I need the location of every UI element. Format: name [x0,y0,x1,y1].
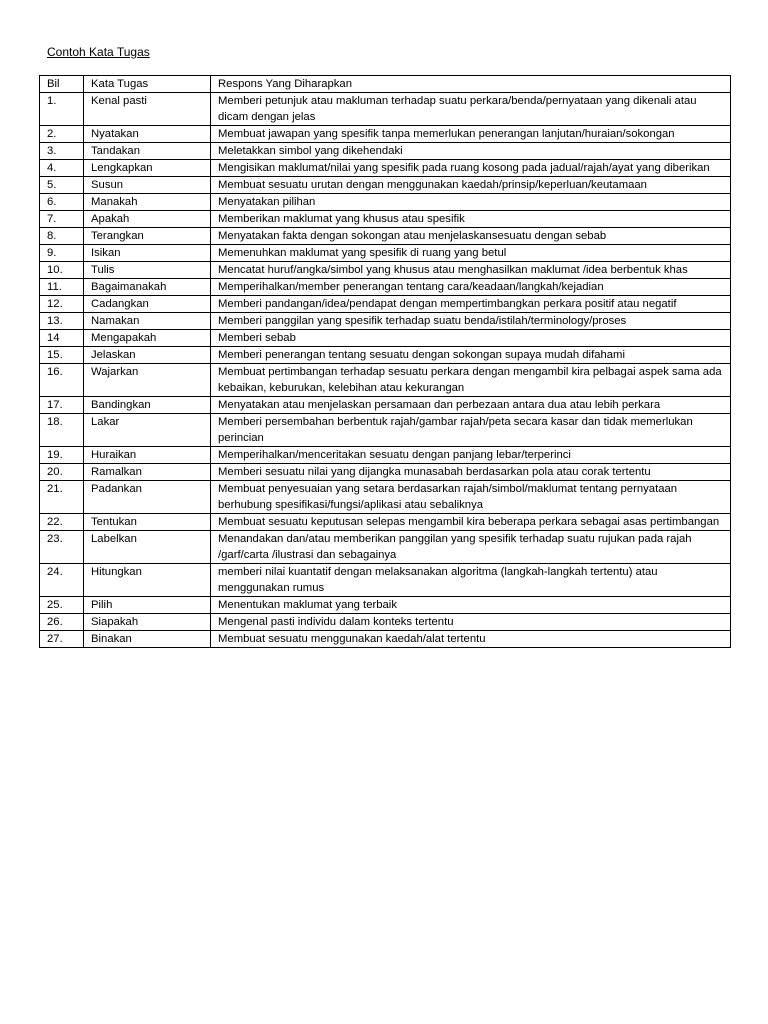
row-bil: 6. [40,194,84,211]
row-respons: Memberikan maklumat yang khusus atau spesifik [211,211,731,228]
row-kata-tugas: Jelaskan [84,347,211,364]
row-bil: 15. [40,347,84,364]
header-respons: Respons Yang Diharapkan [211,76,731,93]
table-row [40,564,731,597]
row-kata-tugas: Kenal pasti [84,93,211,126]
row-kata-tugas: Susun [84,177,211,194]
table-row [40,126,731,143]
row-bil: 4. [40,160,84,177]
row-respons: Membuat jawapan yang spesifik tanpa memerlukan penerangan lanjutan/huraian/sokongan [211,126,731,143]
kata-tugas-table [39,75,731,648]
table-row [40,347,731,364]
row-respons: Memberi petunjuk atau makluman terhadap suatu perkara/benda/pernyataan yang dikenali atau dicam dengan jelas [211,93,731,126]
table-row [40,177,731,194]
table-row [40,414,731,447]
row-respons: Membuat sesuatu urutan dengan menggunakan kaedah/prinsip/keperluan/keutamaan [211,177,731,194]
row-respons: Menandakan dan/atau memberikan panggilan yang spesifik terhadap suatu rujukan pada rajah /garf/carta /ilustrasi dan sebagainya [211,531,731,564]
row-bil: 22. [40,514,84,531]
table-row [40,364,731,397]
row-bil: 2. [40,126,84,143]
row-bil: 25. [40,597,84,614]
row-bil: 20. [40,464,84,481]
row-bil: 5. [40,177,84,194]
row-respons: memberi nilai kuantatif dengan melaksanakan algoritma (langkah-langkah tertentu) atau menggunakan rumus [211,564,731,597]
row-respons: Membuat penyesuaian yang setara berdasarkan rajah/simbol/maklumat tentang pernyataan berhubung spesifikasi/fungsi/aplikasi atau sebaliknya [211,481,731,514]
row-kata-tugas: Siapakah [84,614,211,631]
row-respons: Menyatakan atau menjelaskan persamaan dan perbezaan antara dua atau lebih perkara [211,397,731,414]
row-bil: 14 [40,330,84,347]
row-bil: 13. [40,313,84,330]
row-bil: 16. [40,364,84,397]
table-row [40,464,731,481]
row-kata-tugas: Pilih [84,597,211,614]
row-bil: 27. [40,631,84,648]
row-respons: Memberi panggilan yang spesifik terhadap suatu benda/istilah/terminology/proses [211,313,731,330]
row-kata-tugas: Labelkan [84,531,211,564]
table-row [40,228,731,245]
row-kata-tugas: Lakar [84,414,211,447]
row-kata-tugas: Lengkapkan [84,160,211,177]
row-respons: Mengisikan maklumat/nilai yang spesifik pada ruang kosong pada jadual/rajah/ayat yang diberikan [211,160,731,177]
table-row [40,194,731,211]
row-respons: Menyatakan fakta dengan sokongan atau menjelaskansesuatu dengan sebab [211,228,731,245]
header-kata-tugas: Kata Tugas [84,76,211,93]
row-respons: Mengenal pasti individu dalam konteks tertentu [211,614,731,631]
table-row [40,93,731,126]
row-respons: Memberi sesuatu nilai yang dijangka munasabah berdasarkan pola atau corak tertentu [211,464,731,481]
row-kata-tugas: Manakah [84,194,211,211]
row-kata-tugas: Huraikan [84,447,211,464]
row-respons: Memperihalkan/member penerangan tentang cara/keadaan/langkah/kejadian [211,279,731,296]
row-respons: Mencatat huruf/angka/simbol yang khusus atau menghasilkan maklumat /idea berbentuk khas [211,262,731,279]
row-kata-tugas: Bagaimanakah [84,279,211,296]
row-bil: 18. [40,414,84,447]
table-row [40,481,731,514]
row-kata-tugas: Namakan [84,313,211,330]
row-bil: 10. [40,262,84,279]
row-bil: 8. [40,228,84,245]
row-bil: 9. [40,245,84,262]
table-row [40,397,731,414]
table-row [40,160,731,177]
row-respons: Membuat sesuatu keputusan selepas mengambil kira beberapa perkara sebagai asas pertimbangan [211,514,731,531]
row-kata-tugas: Nyatakan [84,126,211,143]
row-respons: Memberi persembahan berbentuk rajah/gambar rajah/peta secara kasar dan tidak memerlukan perincian [211,414,731,447]
table-header-row [40,76,731,93]
row-bil: 26. [40,614,84,631]
table-row [40,447,731,464]
row-bil: 19. [40,447,84,464]
table-row [40,330,731,347]
row-bil: 3. [40,143,84,160]
row-respons: Membuat sesuatu menggunakan kaedah/alat tertentu [211,631,731,648]
row-respons: Memberi pandangan/idea/pendapat dengan mempertimbangkan perkara positif atau negatif [211,296,731,313]
row-kata-tugas: Tentukan [84,514,211,531]
table-row [40,262,731,279]
row-bil: 24. [40,564,84,597]
table-row [40,211,731,228]
table-row [40,143,731,160]
row-kata-tugas: Terangkan [84,228,211,245]
row-bil: 7. [40,211,84,228]
row-kata-tugas: Padankan [84,481,211,514]
row-bil: 1. [40,93,84,126]
table-row [40,313,731,330]
row-respons: Memberi penerangan tentang sesuatu dengan sokongan supaya mudah difahami [211,347,731,364]
row-bil: 11. [40,279,84,296]
table-row [40,514,731,531]
row-kata-tugas: Tulis [84,262,211,279]
row-kata-tugas: Isikan [84,245,211,262]
row-kata-tugas: Tandakan [84,143,211,160]
row-bil: 12. [40,296,84,313]
table-row [40,279,731,296]
row-kata-tugas: Apakah [84,211,211,228]
row-kata-tugas: Cadangkan [84,296,211,313]
table-row [40,614,731,631]
row-bil: 17. [40,397,84,414]
row-bil: 23. [40,531,84,564]
row-kata-tugas: Bandingkan [84,397,211,414]
row-kata-tugas: Hitungkan [84,564,211,597]
document-title: Contoh Kata Tugas [47,45,150,59]
row-respons: Memenuhkan maklumat yang spesifik di ruang yang betul [211,245,731,262]
row-respons: Memperihalkan/menceritakan sesuatu dengan panjang lebar/terperinci [211,447,731,464]
row-respons: Menyatakan pilihan [211,194,731,211]
table-row [40,631,731,648]
row-respons: Menentukan maklumat yang terbaik [211,597,731,614]
header-bil: Bil [40,76,84,93]
table-row [40,531,731,564]
table-row [40,245,731,262]
row-kata-tugas: Binakan [84,631,211,648]
table-row [40,597,731,614]
row-kata-tugas: Wajarkan [84,364,211,397]
table-row [40,296,731,313]
row-bil: 21. [40,481,84,514]
row-respons: Memberi sebab [211,330,731,347]
row-respons: Meletakkan simbol yang dikehendaki [211,143,731,160]
row-kata-tugas: Mengapakah [84,330,211,347]
row-kata-tugas: Ramalkan [84,464,211,481]
row-respons: Membuat pertimbangan terhadap sesuatu perkara dengan mengambil kira pelbagai aspek sama ada kebaikan, keburukan, kelebihan atau kekurangan [211,364,731,397]
